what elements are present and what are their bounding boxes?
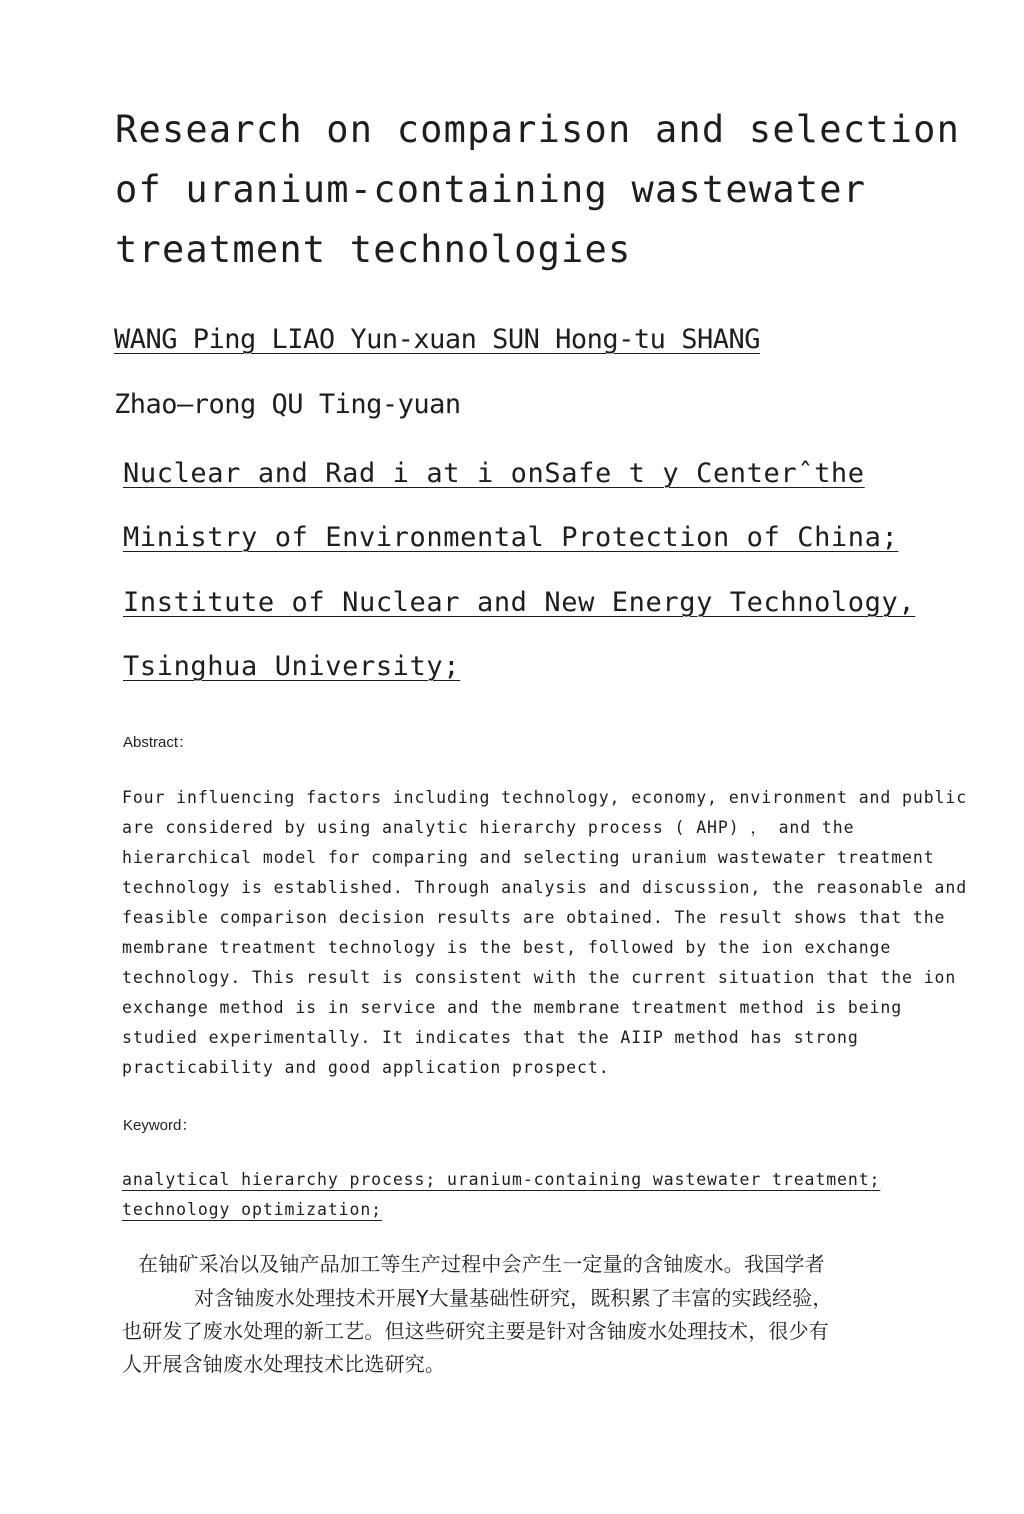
keyword-line: analytical hierarchy process; uranium-containing wastewater treatment; xyxy=(122,1170,881,1189)
keyword-line: technology optimization; xyxy=(122,1200,383,1219)
affiliation-line: Nuclear and Rad i at i onSafe t y Centerˆthe xyxy=(123,458,865,489)
abstract-line: technology is established. Through analysis and discussion, the reasonable and xyxy=(122,878,968,897)
abstract-line: studied experimentally. It indicates that the AIIP method has strong xyxy=(122,1028,859,1047)
abstract-line: Four influencing factors including technology, economy, environment and public xyxy=(122,788,968,807)
keyword-heading: Keyword： xyxy=(123,1117,197,1134)
paragraph-line: 人开展含铀废水处理技术比选研究。 xyxy=(122,1352,446,1376)
abstract-line: membrane treatment technology is the best, followed by the ion exchange xyxy=(122,938,892,957)
authors-line: WANG Ping LIAO Yun-xuan SUN Hong-tu SHANG xyxy=(114,324,760,355)
affiliation-line: Ministry of Environmental Protection of China; xyxy=(123,522,899,553)
abstract-line: are considered by using analytic hierarchy process ( AHP) ， and the xyxy=(122,818,855,837)
abstract-line: exchange method is in service and the membrane treatment method is being xyxy=(122,998,903,1017)
paragraph-line: 在铀矿采冶以及铀产品加工等生产过程中会产生一定量的含铀废水。我国学者 xyxy=(138,1252,825,1276)
title-line: treatment technologies xyxy=(115,228,632,271)
authors-line: Zhao—rong QU Ting-yuan xyxy=(114,389,461,420)
title-line: of uranium-containing wastewater xyxy=(115,168,867,211)
title-line: Research on comparison and selection xyxy=(115,108,961,151)
abstract-line: feasible comparison decision results are obtained. The result shows that the xyxy=(122,908,946,927)
abstract-line: hierarchical model for comparing and selecting uranium wastewater treatment xyxy=(122,848,935,867)
paragraph-line: 对含铀废水处理技术开展Y大量基础性研究，既积累了丰富的实践经验， xyxy=(194,1286,833,1310)
affiliation-line: Tsinghua University; xyxy=(123,651,461,682)
abstract-line: practicability and good application prospect. xyxy=(122,1058,610,1077)
paragraph-line: 也研发了废水处理的新工艺。但这些研究主要是针对含铀废水处理技术，很少有 xyxy=(122,1319,829,1343)
abstract-line: technology. This result is consistent with the current situation that the ion xyxy=(122,968,957,987)
abstract-heading: Abstract： xyxy=(123,734,194,751)
affiliation-line: Institute of Nuclear and New Energy Technology, xyxy=(123,587,916,618)
